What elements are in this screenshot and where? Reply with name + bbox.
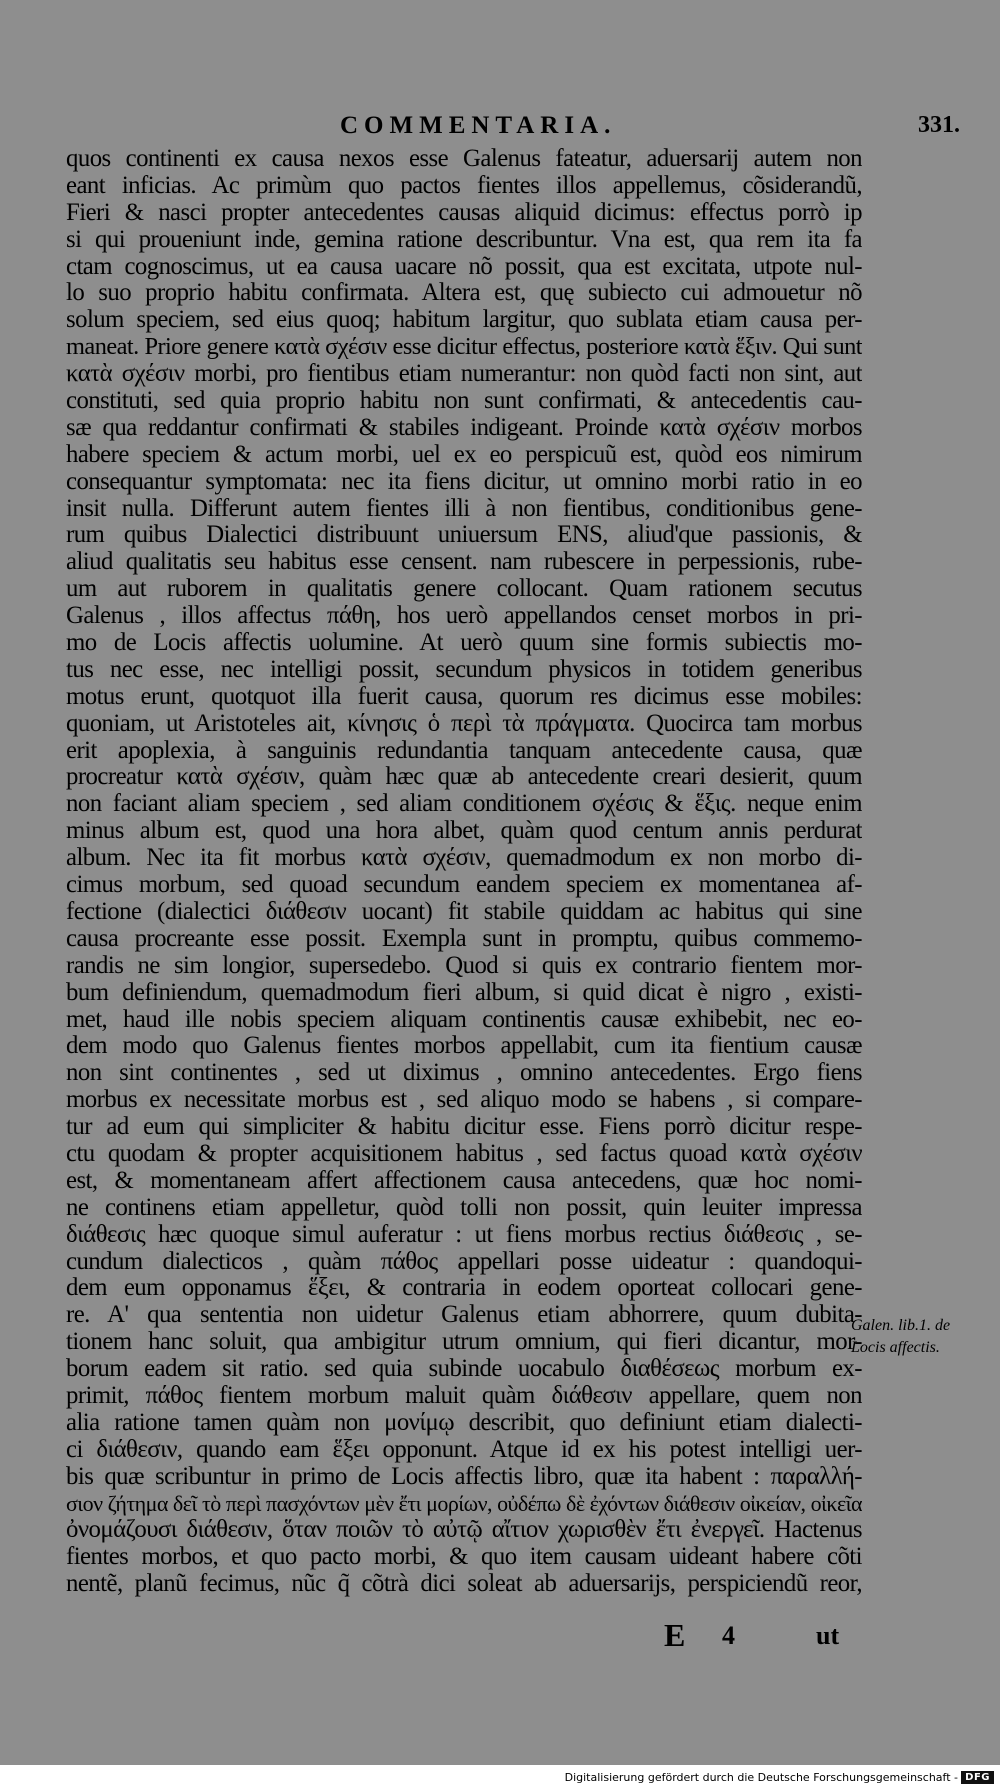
text-line: cundum dialecticos , quàm πάθος appellari posse uideatur : quandoqui-: [66, 1248, 862, 1275]
dfg-logo: DFG: [961, 1771, 994, 1784]
text-line: σιον ζήτημα δεῖ τὸ περὶ πασχόντων μὲν ἔτι μορίων, οὐδέπω δὲ ἐχόντων διάθεσιν οἰκείαν, οἰκεῖα: [66, 1490, 862, 1516]
text-line: tionem hanc soluit, qua ambigitur utrum omnium, qui fieri dicantur, mor-: [66, 1329, 862, 1356]
folio-number: 331.: [918, 112, 960, 138]
signature-letter: E: [664, 1617, 686, 1653]
text-line: album. Nec ita fit morbus κατὰ σχέσιν, quemadmodum ex non morbo di-: [66, 845, 862, 872]
text-line: bis quæ scribuntur in primo de Locis affectis libro, quæ ita habent : παραλλή-: [66, 1463, 862, 1490]
text-line: habere speciem & actum morbi, uel ex eo perspicuũ est, quòd eos nimirum: [66, 441, 862, 468]
text-line: eant inficias. Ac primùm quo pactos fientes illos appellemus, cõsiderandũ,: [66, 172, 862, 199]
text-line: Fieri & nasci propter antecedentes causas aliquid dicimus: effectus porrò ip: [66, 199, 862, 226]
text-line: dem eum opponamus ἕξει, & contraria in eodem oporteat collocari gene-: [66, 1275, 862, 1302]
text-line: insit nulla. Differunt autem fientes illi à non fientibus, conditionibus gene-: [66, 495, 862, 522]
text-line: borum eadem sit ratio. sed quia subinde uocabulo διαθέσεως morbum ex-: [66, 1356, 862, 1383]
text-line: lo suo proprio habitu confirmata. Altera est, quę subiecto cui admouetur nõ: [66, 280, 862, 307]
text-line: procreatur κατὰ σχέσιν, quàm hæc quæ ab antecedente creari desierit, quum: [66, 764, 862, 791]
text-line: non faciant aliam speciem , sed aliam conditionem σχέσις & ἕξις. neque enim: [66, 791, 862, 818]
text-line: tur ad eum qui simpliciter & habitu dicitur esse. Fiens porrò dicitur respe-: [66, 1114, 862, 1141]
text-line: rum quibus Dialectici distribuunt uniuersum ENS, aliud'que passionis, &: [66, 522, 862, 549]
catchword: ut: [816, 1621, 840, 1650]
text-line: motus erunt, quotquot illa fuerit causa, quorum res dicimus esse mobiles:: [66, 683, 862, 710]
text-line: κατὰ σχέσιν morbi, pro fientibus etiam numerantur: non quòd facti non sint, aut: [66, 361, 862, 388]
text-line: ne continens etiam appelletur, quòd tolli non possit, quin leuiter impressa: [66, 1194, 862, 1221]
marginal-note-line: Galen. lib.1. de: [851, 1317, 951, 1334]
text-line: dem modo quo Galenus fientes morbos appellabit, cum ita fientium causæ: [66, 1033, 862, 1060]
text-line: διάθεσις hæc quoque simul auferatur : ut fiens morbus rectius διάθεσις , se-: [66, 1221, 862, 1248]
text-line: randis ne sim longior, supersedebo. Quod si quis ex contrario fientem mor-: [66, 952, 862, 979]
page-header: [60, 112, 960, 146]
text-line: cimus morbum, sed quoad secundum eandem speciem ex momentanea af-: [66, 872, 862, 899]
text-line: morbus ex necessitate morbus est , sed aliquo modo se habens , si compare-: [66, 1087, 862, 1114]
credit-text: Digitalisierung gefördert durch die Deutsche Forschungsgemeinschaft -: [564, 1771, 958, 1784]
text-line: alia ratione tamen quàm non μονίμῳ describit, quo definiunt etiam dialecti-: [66, 1409, 862, 1436]
text-line: re. A' qua sententia non uidetur Galenus etiam abhorrere, quum dubita-: [66, 1302, 862, 1329]
text-line: est, & momentaneam affert affectionem causa antecedens, quæ hoc nomi-: [66, 1167, 862, 1194]
text-line: consequantur symptomata: nec ita fiens dicitur, ut omnino morbi ratio in eo: [66, 468, 862, 495]
text-line: causa procreante esse possit. Exempla sunt in promptu, quibus commemo-: [66, 925, 862, 952]
text-line: nentẽ, planũ fecimus, nũc q̃ cõtrà dici soleat ab aduersarijs, perspiciendũ reor,: [66, 1571, 862, 1598]
text-line: ctu quodam & propter acquisitionem habitus , sed factus quoad κατὰ σχέσιν: [66, 1140, 862, 1167]
marginal-note: [851, 1315, 991, 1359]
text-line: quos continenti ex causa nexos esse Galenus fateatur, aduersarij autem non: [66, 146, 862, 172]
text-line: erit apoplexia, à sanguinis redundantia tanquam antecedente causa, quæ: [66, 737, 862, 764]
signature-number: 4: [722, 1621, 735, 1650]
text-line: quoniam, ut Aristoteles ait, κίνησις ὁ περὶ τὰ πράγματα. Quocirca tam morbus: [66, 710, 862, 737]
text-line: maneat. Priore genere κατὰ σχέσιν esse dicitur effectus, posteriore κατὰ ἕξιν. Qui sunt: [66, 334, 862, 361]
text-line: primit, πάθος fientem morbum maluit quàm διάθεσιν appellare, quem non: [66, 1382, 862, 1409]
text-line: mo de Locis affectis uolumine. At uerò quum sine formis subiectis mo-: [66, 630, 862, 657]
running-title: COMMENTARIA.: [340, 112, 617, 139]
text-line: solum speciem, sed eius quoq; habitum largitur, quo sublata etiam causa per-: [66, 307, 862, 334]
text-line: minus album est, quod una hora albet, quàm quod centum annis perdurat: [66, 818, 862, 845]
text-line: constituti, sed quia proprio habitu non sunt confirmati, & antecedentis cau-: [66, 388, 862, 415]
marginal-note-line: Locis affectis.: [851, 1339, 940, 1356]
text-line: tus nec esse, nec intelligi possit, secundum physicos in totidem generibus: [66, 656, 862, 683]
text-line: non sint continentes , sed ut diximus , omnino antecedentes. Ergo fiens: [66, 1060, 862, 1087]
digitization-credit-bar: [0, 1765, 1000, 1787]
text-line: um aut ruborem in qualitatis genere collocant. Quam rationem secutus: [66, 576, 862, 603]
text-line: ci διάθεσιν, quando eam ἕξει opponunt. Atque id ex his potest intelligi uer-: [66, 1436, 862, 1463]
text-line: met, haud ille nobis speciem aliquam continentis causæ exhibebit, nec eo-: [66, 1006, 862, 1033]
body-text: [66, 146, 862, 1598]
text-line: ὀνομάζουσι διάθεσιν, ὅταν ποιῶν τὸ αὐτῷ αἴτιον χωρισθὲν ἔτι ἐνεργεῖ. Hactenus: [66, 1517, 862, 1544]
text-line: fectione (dialectici διάθεσιν uocant) fit stabile quiddam ac habitus qui sine: [66, 898, 862, 925]
text-line: Galenus , illos affectus πάθη, hos uerò appellandos censet morbos in pri-: [66, 603, 862, 630]
text-line: sæ qua reddantur confirmati & stabiles indigeant. Proinde κατὰ σχέσιν morbos: [66, 414, 862, 441]
text-line: bum definiendum, quemadmodum fieri album, si quid dicat è nigro , existi-: [66, 979, 862, 1006]
text-line: ctam cognoscimus, ut ea causa uacare nõ possit, qua est excitata, utpote nul-: [66, 253, 862, 280]
text-line: aliud qualitatis seu habitus esse censent. nam rubescere in perpessionis, rube-: [66, 549, 862, 576]
text-line: fientes morbos, et quo pacto morbi, & quo item causam uideant habere cõti: [66, 1544, 862, 1571]
text-line: si qui proueniunt inde, gemina ratione describuntur. Vna est, qua rem ita fa: [66, 226, 862, 253]
